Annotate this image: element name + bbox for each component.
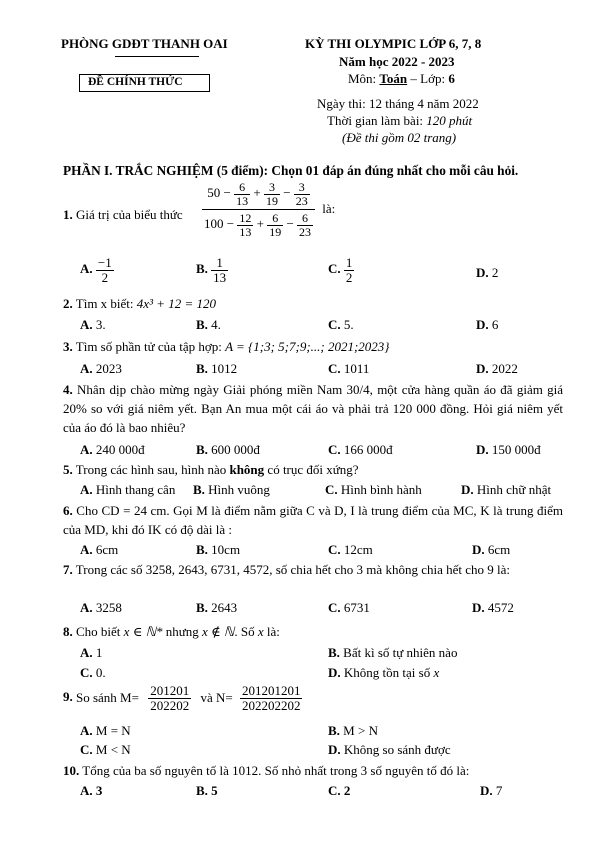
q1-den-frac-2: $\frac{6}{19}$ [269,211,282,239]
question-text: là: [263,624,280,639]
q3-option-b[interactable]: B. 1012 [196,361,238,376]
q1-den-main: 100 − [204,216,235,232]
option-label: B. [196,261,208,277]
q8-option-a[interactable]: A. 1 [80,645,103,660]
q2-option-a[interactable]: A. 3. [80,317,106,332]
q8-option-b[interactable]: B. Bất kì số tự nhiên nào [328,645,458,660]
q9-option-a[interactable]: A. M = N [80,723,131,738]
official-label-box [79,74,210,92]
question-number: 2. [63,296,73,311]
q8-option-d[interactable]: D. Không tồn tại số x [328,665,440,680]
question-text: Cho biết [76,624,124,639]
minus-sign: − [283,185,291,201]
option-label: C. [328,261,341,277]
minus-sign: − [286,216,294,232]
plus-sign: + [256,216,264,232]
q1-tail: là: [322,200,336,216]
question-2 [63,296,216,312]
section-title: PHẦN I. TRẮC NGHIỆM (5 điểm): Chọn 01 đáp án đúng nhất cho mỗi câu hỏi. [63,163,519,178]
math-expression: x ∈ ℕ* [123,624,163,639]
q7-option-c[interactable]: C. 6731 [328,600,370,615]
q3-option-c[interactable]: C. 1011 [328,361,370,376]
q5-option-a[interactable]: A. Hình thang cân [80,482,176,497]
q5-option-d[interactable]: D. Hình chữ nhật [461,482,552,497]
q6-option-c[interactable]: C. 12cm [328,542,373,557]
q1-num-frac-2: $\frac{3}{19}$ [265,180,278,208]
question-text: Giá trị của biểu thức [76,207,183,222]
q10-option-d[interactable]: D. 7 [480,783,503,798]
question-text: Tổng của ba số nguyên tố là 1012. Số nhỏ nhất trong 3 số nguyên tố đó là: [82,763,470,778]
q7-option-a[interactable]: A. 3258 [80,600,122,615]
q7-option-d[interactable]: D. 4572 [472,600,514,615]
question-text: nhưng [162,624,203,639]
question-number: 5. [63,462,73,477]
question-text: . Số [234,624,258,639]
grade-separator: – Lớp: [407,71,449,86]
math-expression: 4x³ + 12 = 120 [136,296,217,311]
q1-expression [202,181,335,238]
q5-option-c[interactable]: C. Hình bình hành [325,482,422,497]
q2-option-d[interactable]: D. 6 [476,317,499,332]
q10-option-a[interactable]: A. 3 [80,783,103,798]
question-number: 8. [63,624,73,639]
q1-den-frac-1: $\frac{12}{13}$ [239,211,252,239]
question-text: và N= [200,690,233,706]
q1-num-frac-3: $\frac{3}{23}$ [295,180,308,208]
question-7 [63,560,563,579]
q6-option-a[interactable]: A. 6cm [80,542,119,557]
question-text: Trong các số 3258, 2643, 6731, 4572, số chia hết cho 3 mà không chia hết cho 9 là: [75,562,510,577]
q6-option-d[interactable]: D. 6cm [472,542,511,557]
question-8 [63,624,280,640]
option-label: A. [80,261,93,277]
subject-line [348,71,455,87]
question-1 [63,207,183,223]
department-underline [115,56,199,57]
option-fraction: $\frac{-1}{2}$ [97,255,112,285]
question-number: 4. [63,382,73,397]
question-text-end: có trục đối xứng? [264,462,359,477]
question-6 [63,501,563,539]
question-number: 1. [63,207,73,222]
question-text: Tìm x biết: [75,296,137,311]
question-number: 9. [63,689,73,705]
q1-denominator [202,210,315,238]
q4-option-a[interactable]: A. 240 000đ [80,442,145,457]
subject: Toán [379,71,408,86]
q5-option-b[interactable]: B. Hình vuông [193,482,270,497]
pages-note: (Đề thi gồm 02 trang) [342,130,457,145]
duration: 120 phút [426,113,473,128]
q7-option-b[interactable]: B. 2643 [196,600,238,615]
question-text: Nhân dịp chào mừng ngày Giải phóng miền Nam 30/4, một cửa hàng quần áo đã giảm giá 20% so với giá niêm yết. Bạn An mua một cái áo và phải trả 120 000 đồng. Hỏi giá niêm yết của áo đó là bao nhiêu? [63,382,564,435]
q2-option-b[interactable]: B. 4. [196,317,221,332]
question-9 [63,684,302,712]
question-emphasis: không [229,462,265,477]
question-number: 7. [63,562,73,577]
question-number: 6. [63,503,73,518]
q3-option-a[interactable]: A. 2023 [80,361,122,376]
option-label: D. [476,265,489,280]
q1-den-frac-3: $\frac{6}{23}$ [299,211,312,239]
n-fraction: $\frac{201201201}{202202202}$ [241,683,301,713]
question-text: Cho CD = 24 cm. Gọi M là điểm nằm giữa C và D, I là trung điểm của MC, K là trung điểm của MD, khi đó IK có độ dài là : [63,503,564,537]
school-year: Năm học 2022 - 2023 [339,54,455,69]
question-4 [63,380,563,437]
question-3 [63,339,390,355]
m-fraction: $\frac{201201}{202202}$ [150,683,190,713]
q1-option-a[interactable] [80,256,114,284]
q9-option-c[interactable]: C. M < N [80,742,131,757]
question-number: 10. [63,763,80,778]
q1-option-c[interactable] [328,256,354,284]
q6-option-b[interactable]: B. 10cm [196,542,241,557]
option-value: 2 [491,265,499,280]
subject-prefix: Môn: [348,71,380,86]
exam-date: Ngày thi: 12 tháng 4 năm 2022 [317,96,479,111]
q9-option-d[interactable]: D. Không so sánh được [328,742,451,757]
exam-title: KỲ THI OLYMPIC LỚP 6, 7, 8 [305,36,482,51]
q10-option-b[interactable]: B. 5 [196,783,218,798]
question-number: 3. [63,339,73,354]
exam-duration [327,113,472,129]
question-5 [63,462,359,478]
q9-option-b[interactable]: B. M > N [328,723,378,738]
q2-option-c[interactable]: C. 5. [328,317,354,332]
option-fraction: $\frac{1}{2}$ [345,255,353,285]
q1-option-b[interactable] [196,256,228,284]
q4-option-b[interactable]: B. 600 000đ [196,442,260,457]
official-label: ĐỀ CHÍNH THỨC [88,76,183,88]
question-text: Trong các hình sau, hình nào [75,462,230,477]
q4-option-c[interactable]: C. 166 000đ [328,442,393,457]
plus-sign: + [253,185,261,201]
question-10 [63,763,469,779]
math-expression: x ∉ ℕ [202,624,235,639]
q1-big-fraction [202,181,315,238]
question-text: So sánh M= [76,690,139,706]
q10-option-c[interactable]: C. 2 [328,783,351,798]
department-title: PHÒNG GDĐT THANH OAI [61,36,228,51]
duration-prefix: Thời gian làm bài: [327,113,427,128]
q1-option-d[interactable] [476,265,498,281]
grade: 6 [448,71,455,86]
q1-num-frac-1: $\frac{6}{13}$ [236,180,249,208]
q3-option-d[interactable]: D. 2022 [476,361,518,376]
q8-option-c[interactable]: C. 0. [80,665,106,680]
option-fraction: $\frac{1}{13}$ [213,255,227,285]
q4-option-d[interactable]: D. 150 000đ [476,442,541,457]
question-text: Tìm số phần tử của tập hợp: [75,339,226,354]
q1-num-main: 50 − [207,185,231,201]
q1-numerator [202,181,315,210]
math-expression: A = {1;3; 5;7;9;...; 2021;2023} [225,339,390,354]
math-variable: x [257,624,264,639]
